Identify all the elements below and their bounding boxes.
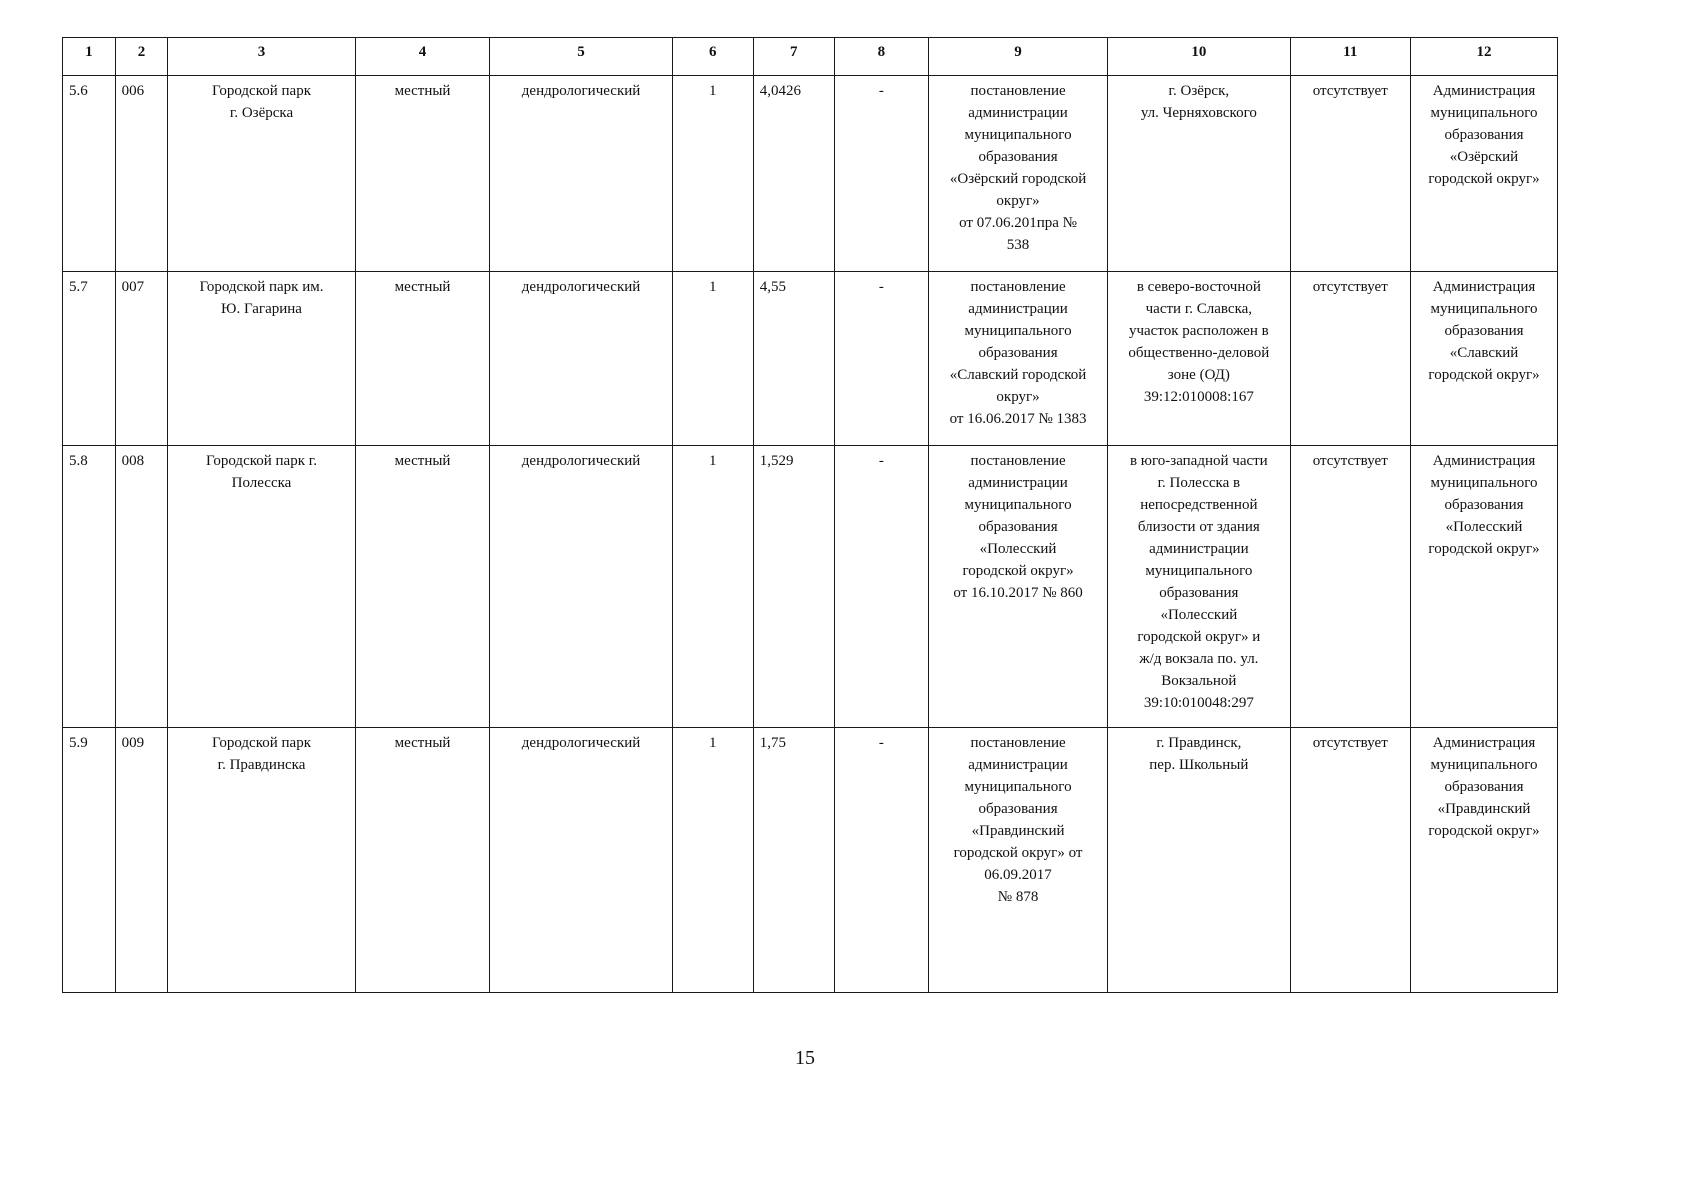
object-code: 009 bbox=[115, 728, 168, 993]
count: 1 bbox=[672, 272, 753, 446]
profile: дендрологический bbox=[490, 728, 672, 993]
column-11-value: отсутствует bbox=[1290, 446, 1411, 728]
object-code: 007 bbox=[115, 272, 168, 446]
column-8-value: - bbox=[834, 446, 928, 728]
header-cell: 5 bbox=[490, 38, 672, 76]
header-cell: 7 bbox=[753, 38, 834, 76]
area: 4,55 bbox=[753, 272, 834, 446]
location: в юго-западной части г. Полесска в непосредственной близости от здания администрации муниципального образования «Полесский городской округ» и ж/д вокзала по. ул. Вокзальной 39:10:010048:297 bbox=[1108, 446, 1290, 728]
header-cell: 9 bbox=[928, 38, 1107, 76]
column-11-value: отсутствует bbox=[1290, 272, 1411, 446]
managing-authority: Администрация муниципального образования «Славский городской округ» bbox=[1411, 272, 1558, 446]
founding-document: постановление администрации муниципального образования «Славский городской округ» от 16.06.2017 № 1383 bbox=[928, 272, 1107, 446]
object-name: Городской парк г. Озёрска bbox=[168, 76, 355, 272]
profile: дендрологический bbox=[490, 446, 672, 728]
row-number: 5.7 bbox=[63, 272, 116, 446]
area: 4,0426 bbox=[753, 76, 834, 272]
header-cell: 12 bbox=[1411, 38, 1558, 76]
founding-document: постановление администрации муниципального образования «Полесский городской округ» от 16.10.2017 № 860 bbox=[928, 446, 1107, 728]
row-number: 5.6 bbox=[63, 76, 116, 272]
location: г. Озёрск, ул. Черняховского bbox=[1108, 76, 1290, 272]
document-table bbox=[62, 37, 1558, 993]
significance: местный bbox=[355, 728, 490, 993]
object-name: Городской парк г. Полесска bbox=[168, 446, 355, 728]
significance: местный bbox=[355, 446, 490, 728]
area: 1,75 bbox=[753, 728, 834, 993]
table-row bbox=[63, 76, 1558, 272]
significance: местный bbox=[355, 76, 490, 272]
column-8-value: - bbox=[834, 728, 928, 993]
header-cell: 2 bbox=[115, 38, 168, 76]
header-cell: 10 bbox=[1108, 38, 1290, 76]
area: 1,529 bbox=[753, 446, 834, 728]
page-number: 15 bbox=[795, 1047, 815, 1069]
header-cell: 1 bbox=[63, 38, 116, 76]
header-cell: 6 bbox=[672, 38, 753, 76]
founding-document: постановление администрации муниципального образования «Правдинский городской округ» от 06.09.2017 № 878 bbox=[928, 728, 1107, 993]
profile: дендрологический bbox=[490, 272, 672, 446]
column-8-value: - bbox=[834, 76, 928, 272]
count: 1 bbox=[672, 446, 753, 728]
header-cell: 3 bbox=[168, 38, 355, 76]
column-11-value: отсутствует bbox=[1290, 76, 1411, 272]
significance: местный bbox=[355, 272, 490, 446]
location: г. Правдинск, пер. Школьный bbox=[1108, 728, 1290, 993]
column-8-value: - bbox=[834, 272, 928, 446]
object-code: 006 bbox=[115, 76, 168, 272]
managing-authority: Администрация муниципального образования «Полесский городской округ» bbox=[1411, 446, 1558, 728]
row-number: 5.8 bbox=[63, 446, 116, 728]
profile: дендрологический bbox=[490, 76, 672, 272]
object-code: 008 bbox=[115, 446, 168, 728]
founding-document: постановление администрации муниципального образования «Озёрский городской округ» от 07.06.201пра № 538 bbox=[928, 76, 1107, 272]
column-11-value: отсутствует bbox=[1290, 728, 1411, 993]
count: 1 bbox=[672, 76, 753, 272]
object-name: Городской парк им. Ю. Гагарина bbox=[168, 272, 355, 446]
managing-authority: Администрация муниципального образования «Правдинский городской округ» bbox=[1411, 728, 1558, 993]
table-header-row bbox=[63, 38, 1558, 76]
object-name: Городской парк г. Правдинска bbox=[168, 728, 355, 993]
header-cell: 11 bbox=[1290, 38, 1411, 76]
header-cell: 4 bbox=[355, 38, 490, 76]
header-cell: 8 bbox=[834, 38, 928, 76]
table-row bbox=[63, 446, 1558, 728]
row-number: 5.9 bbox=[63, 728, 116, 993]
managing-authority: Администрация муниципального образования «Озёрский городской округ» bbox=[1411, 76, 1558, 272]
table-row bbox=[63, 728, 1558, 993]
count: 1 bbox=[672, 728, 753, 993]
table-row bbox=[63, 272, 1558, 446]
location: в северо-восточной части г. Славска, участок расположен в общественно-деловой зоне (ОД) 39:12:010008:167 bbox=[1108, 272, 1290, 446]
